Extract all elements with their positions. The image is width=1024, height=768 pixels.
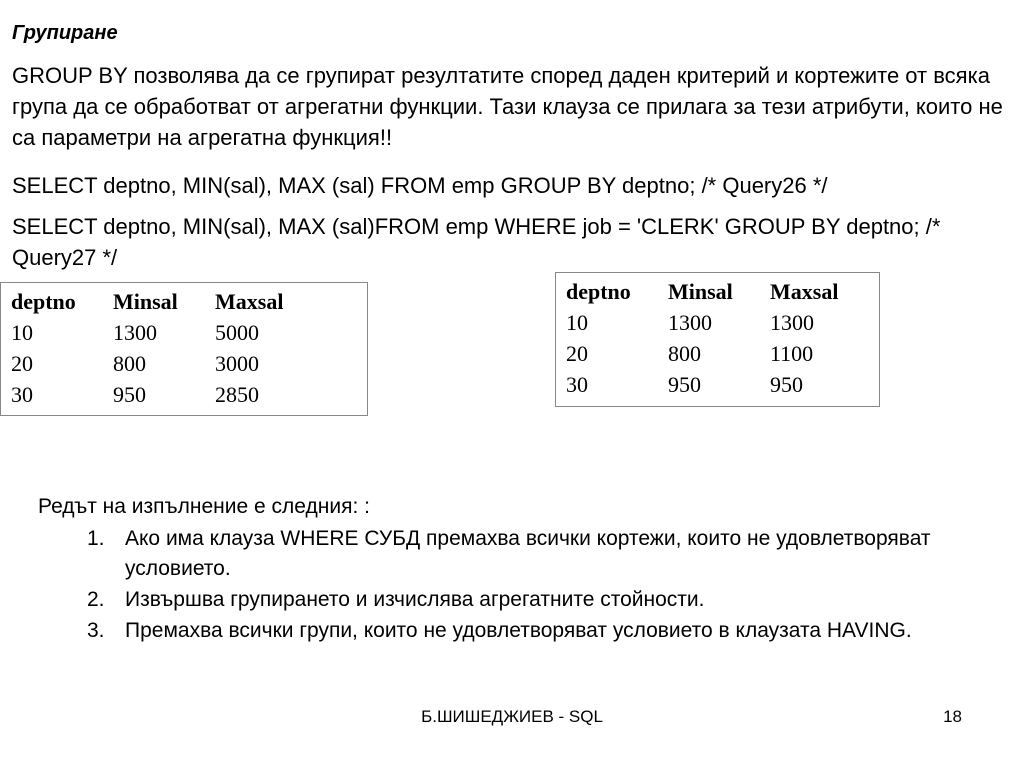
table-cell: 1300 (113, 319, 157, 345)
table-cell: 950 (668, 371, 701, 397)
table-row (566, 338, 838, 369)
table-row (11, 379, 283, 410)
query26-text: SELECT deptno, MIN(sal), MAX (sal) FROM emp GROUP BY deptno; /* Query26 */ (12, 173, 828, 198)
table-cell: 800 (668, 340, 701, 366)
table-cell: 20 (11, 350, 33, 376)
table-cell: 20 (566, 340, 588, 366)
column-header: Minsal (113, 288, 178, 314)
table-cell: 10 (11, 319, 33, 345)
table-row (11, 317, 283, 348)
page-number: 18 (943, 707, 962, 726)
step-text: Извършва групирането и изчислява агрегатните стойности. (125, 588, 705, 611)
query27-text: SELECT deptno, MIN(sal), MAX (sal)FROM emp WHERE job = 'CLERK' GROUP BY deptno; /* Query27 */ (12, 214, 941, 270)
column-header: Maxsal (215, 288, 284, 314)
column-header: Minsal (668, 278, 733, 304)
table-cell: 1300 (770, 309, 814, 335)
step-text: Ако има клауза WHERE СУБД премахва всички кортежи, които не удовлетворяват условието. (125, 527, 931, 580)
execution-steps-list (38, 524, 998, 647)
intro-paragraph: GROUP BY позволява да се групират резултатите според даден критерий и кортежите от всяка група да се обработват от агрегатни функции. Тази клауза се прилага за тези атрибути, които не са параметри на агрегатна функция!! (12, 63, 1003, 150)
column-header: deptno (11, 288, 76, 314)
list-item (38, 616, 998, 646)
table-row (11, 348, 283, 379)
step-number: 1. (87, 527, 105, 550)
execution-order-intro: Редът на изпълнение е следния: : (38, 495, 370, 518)
table-cell: 800 (113, 350, 146, 376)
table-header-row (566, 276, 838, 307)
step-number: 3. (87, 619, 105, 642)
table-cell: 950 (113, 381, 146, 407)
table-cell: 950 (770, 371, 803, 397)
list-item (38, 585, 998, 615)
table-cell: 1100 (770, 340, 814, 366)
slide-title: Групиране (12, 22, 118, 44)
column-header: Maxsal (770, 278, 839, 304)
column-header: deptno (566, 278, 631, 304)
table-cell: 30 (566, 371, 588, 397)
table-cell: 10 (566, 309, 588, 335)
list-item (38, 524, 998, 584)
slide-footer: Б.ШИШЕДЖИЕВ - SQL (421, 707, 603, 726)
table-header-row (11, 286, 283, 317)
table-cell: 30 (11, 381, 33, 407)
step-text: Премахва всички групи, които не удовлетворяват условието в клаузата HAVING. (125, 619, 912, 642)
table-row (566, 307, 838, 338)
table-cell: 2850 (215, 381, 259, 407)
query26-result-table (0, 282, 368, 416)
table-row (566, 369, 838, 400)
table-cell: 3000 (215, 350, 259, 376)
step-number: 2. (87, 588, 105, 611)
table-cell: 5000 (215, 319, 259, 345)
table-cell: 1300 (668, 309, 712, 335)
query27-result-table (555, 272, 880, 407)
